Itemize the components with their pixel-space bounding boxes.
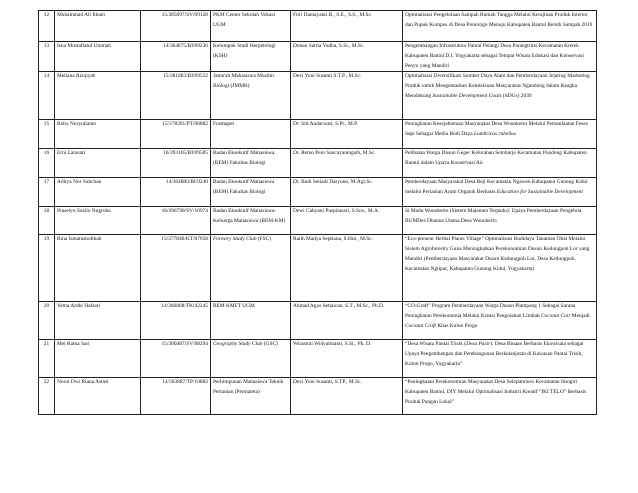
student-name-cell: Mei Ratna Sari [55,340,141,378]
student-id-cell: 14/366868/TK/42245 [141,302,211,340]
italic-text: Forestry Study Club [213,236,257,243]
student-name-cell: Boby Nuryulianto [55,120,141,149]
student-id-cell: 14/363887/TP/10882 [141,378,211,415]
italic-text: Coconut Coir [540,313,571,320]
row-number-cell: 15 [39,120,55,149]
program-title-cell: Si Madu Wonokerto (Sistem Majemen Terpadu): Upaya Pemberdayaan Pengelola BUMDes Dhanna Utama Desa Wonokerto [403,207,597,235]
program-table [38,10,597,415]
program-title-cell: Pemberdayaan Masyarakat Desa Beji Kecamatan Ngawen Kabupaten Gunung Kidul melalui Pertanian Ayam Organik Berbasis Education for Sustainable Development [403,178,597,207]
supervisor-cell: Dr. Retno Peni Sancayaningsih, M.Sc. [291,149,403,178]
table-row [39,302,597,340]
organization-cell: Geography Study Club (GSC) [211,340,291,378]
organization-cell: Badan Eksekutif Mahasiswa (BEM) Fakultas Biologi [211,178,291,207]
program-title-cell: Pengembangan Infrastruktur Pantai Pelangi Desa Parangtritis Kecamatan Kretek Kabupaten Bantul D.I. Yogyakarta sebagai Tempat Wisata Edukasi dan Konservasi Penyu yang Mandiri [403,42,597,72]
organization-cell: Badan Eksekutif Mahasiswa-Keluarga Mahasiswa (BEM-KM) [211,207,291,235]
student-name-cell: Vema Ardhi Hafsari [55,302,141,340]
italic-text: Education for Sustainable Development [496,189,583,196]
student-id-cell: 15/377840/KT/07958 [141,235,211,302]
row-number-cell: 17 [39,178,55,207]
organization-cell: Kelompok Studi Herpetologi (KSH) [211,42,291,72]
italic-text: Geography Study Club [213,341,263,348]
row-number-cell: 21 [39,340,55,378]
student-id-cell: 16/393165/BI/09585 [141,149,211,178]
supervisor-cell: Dewi Cahyani Puspitasari, S.Sos., M.A. [291,207,403,235]
student-name-cell: Rina Ismatusholihah [55,235,141,302]
italic-text: Coconut Craft [405,322,436,329]
student-name-cell: Nurul Dwi Riana Astuti [55,378,141,415]
student-id-cell: 16/396790/SV/10974 [141,207,211,235]
row-number-cell: 14 [39,72,55,120]
table-row [39,120,597,149]
student-name-cell: Erni Larasati [55,149,141,178]
student-name-cell: Isna Mustafiatul Ummah [55,42,141,72]
program-title-cell: Peningkatan Kesejahteraan Masyarakat Desa Wonokerto Melalui Pemanfaatan Feses Sapi Sebagai Media Budi Daya Lumbricus rubellus [403,120,597,149]
organization-cell: Fosmapet [211,120,291,149]
supervisor-cell: Devi Yuni Susanti S.T.P., M.Sc. [291,72,403,120]
supervisor-cell: Ahmad Agus Setiawan, S.T., M.Sc., Ph.D. [291,302,403,340]
student-id-cell: 14/364875/BI/09236 [141,42,211,72]
table-row [39,42,597,72]
student-name-cell: Muhammad Ali Ilham [55,11,141,42]
program-title-cell: “Eco-preneur Herbal Plants Village” Optimalisasi Budidaya Tanaman Obat Melalui Sistem Agroforestry Guna Meningkatkan Perekonomian Dusun Kedungpoh Lor yang Mandiri (Pemberdayaan Masyarakat Dusun Kedungpoh Lor, Desa Kedungpoh, Kecamatan Nglipar, Kabupaten Gunung Kidul, Yogyakarta) [403,235,597,302]
program-title-cell: “Peningkatan Perekonomian Masyarakat Desa Selopamioro Kecamatan Imogiri Kabupaten Bantul, DIY Melalui Optimalisasi Industri Kreatif “IKI TELO” Berbasis Produk Pangan Lokal” [403,378,597,415]
student-name-cell: Aditya Nur Subchan [55,178,141,207]
italic-text: Sustainable Development Goals [432,92,502,99]
table-row [39,178,597,207]
table-row [39,207,597,235]
program-title-cell: “Desa Wisata Pantai Trisik (Desa Pasir): Desa Binaan Berbasis Ekowisata sebagai Upaya Pengembangan dan Pembangunan Berkelanjutan di Kawasan Pantai Trisik, Kulon Progo, Yogyakarta” [403,340,597,378]
student-id-cell: 15/381883/BI/09522 [141,72,211,120]
program-title-cell: Optimalisasi Pengelolaan Sampah Rumah Tangga Melalui Kerajinan Produk Interior dan Pupuk Kompos di Desa Ponorogo Menuju Kabupaten Bantul Bersih Sampah 2019 [403,11,597,42]
program-title-cell: Pelibatan Warga Dusun Geger Kelurahan Seloharjo Kecamatan Pundong Kabupaten Bantul dalam Upaya Konservasi Air [403,149,597,178]
supervisor-cell: Wirastuti Widyatmanti, S.Si., Ph. D. [291,340,403,378]
organization-cell: Badan Eksekutif Mahasiswa (BEM) Fakultas Biologi [211,149,291,178]
italic-text: Lumbricus rubellus [474,131,517,138]
supervisor-cell: Dr. Budi Setiadi Daryono, M.Agr.Sc. [291,178,403,207]
row-number-cell: 16 [39,149,55,178]
supervisor-cell: Fitri Damayanti B., S.E., S.S., M.Sc. [291,11,403,42]
row-number-cell: 13 [39,42,55,72]
italic-text: Desa Pasir [466,341,491,348]
table-row [39,72,597,120]
organization-cell: PKM Center Sekolah Vokasi UGM [211,11,291,42]
student-name-cell: Meliana Rizqiyah [55,72,141,120]
supervisor-cell: Donan Satria Yudha, S.Si., M.Sc. [291,42,403,72]
row-number-cell: 22 [39,378,55,415]
organization-cell: Forestry Study Club (FSC) [211,235,291,302]
program-title-cell: “CO-Graft” Program Pemberdayaan Warga Dusun Plampang 1 Sebagai Sarana Peningkatan Perekonomia Melalui Kreasi Pengolahan Limbah Coconut Coir Menjadi Coconut Craft Khas Kulon Progo [403,302,597,340]
organization-cell: Perhimpunan Mahasiswa Teknik Pertanian (Permateta) [211,378,291,415]
table-row [39,11,597,42]
student-id-cell: 15/380487/SV/08294 [141,340,211,378]
row-number-cell: 12 [39,11,55,42]
row-number-cell: 19 [39,235,55,302]
student-id-cell: 14/364880/BI/9240 [141,178,211,207]
supervisor-cell: Ratih Madya Septiana, S.Hut., M.Sc. [291,235,403,302]
student-id-cell: 15/378391/PT/06882 [141,120,211,149]
student-id-cell: 15/385697/SV/09128 [141,11,211,42]
row-number-cell: 18 [39,207,55,235]
table-row [39,235,597,302]
table-row [39,378,597,415]
organization-cell: Jama'ah Mahasiswa Muslim Biologi (JMMB) [211,72,291,120]
organization-cell: BEM KMFT UGM [211,302,291,340]
row-number-cell: 20 [39,302,55,340]
program-title-cell: Optimalisasi Diversifikasi Sumber Daya Alam dan Pemberdayaan Jejaring Marketing Produk untuk Mengentaskan Kemiskinan Masyarakat Ngandong dalam Rangka Mendukung Sustainable Development Goals (SDGs) 2030 [403,72,597,120]
supervisor-cell: Devi Yuni Susanti, S.TP., M.Sc. [291,378,403,415]
table-row [39,149,597,178]
student-name-cell: Prasetyo Susilo Nugroho [55,207,141,235]
supervisor-cell: Dr. Siti Andarwati, S.Pt., M.P. [291,120,403,149]
table-row [39,340,597,378]
